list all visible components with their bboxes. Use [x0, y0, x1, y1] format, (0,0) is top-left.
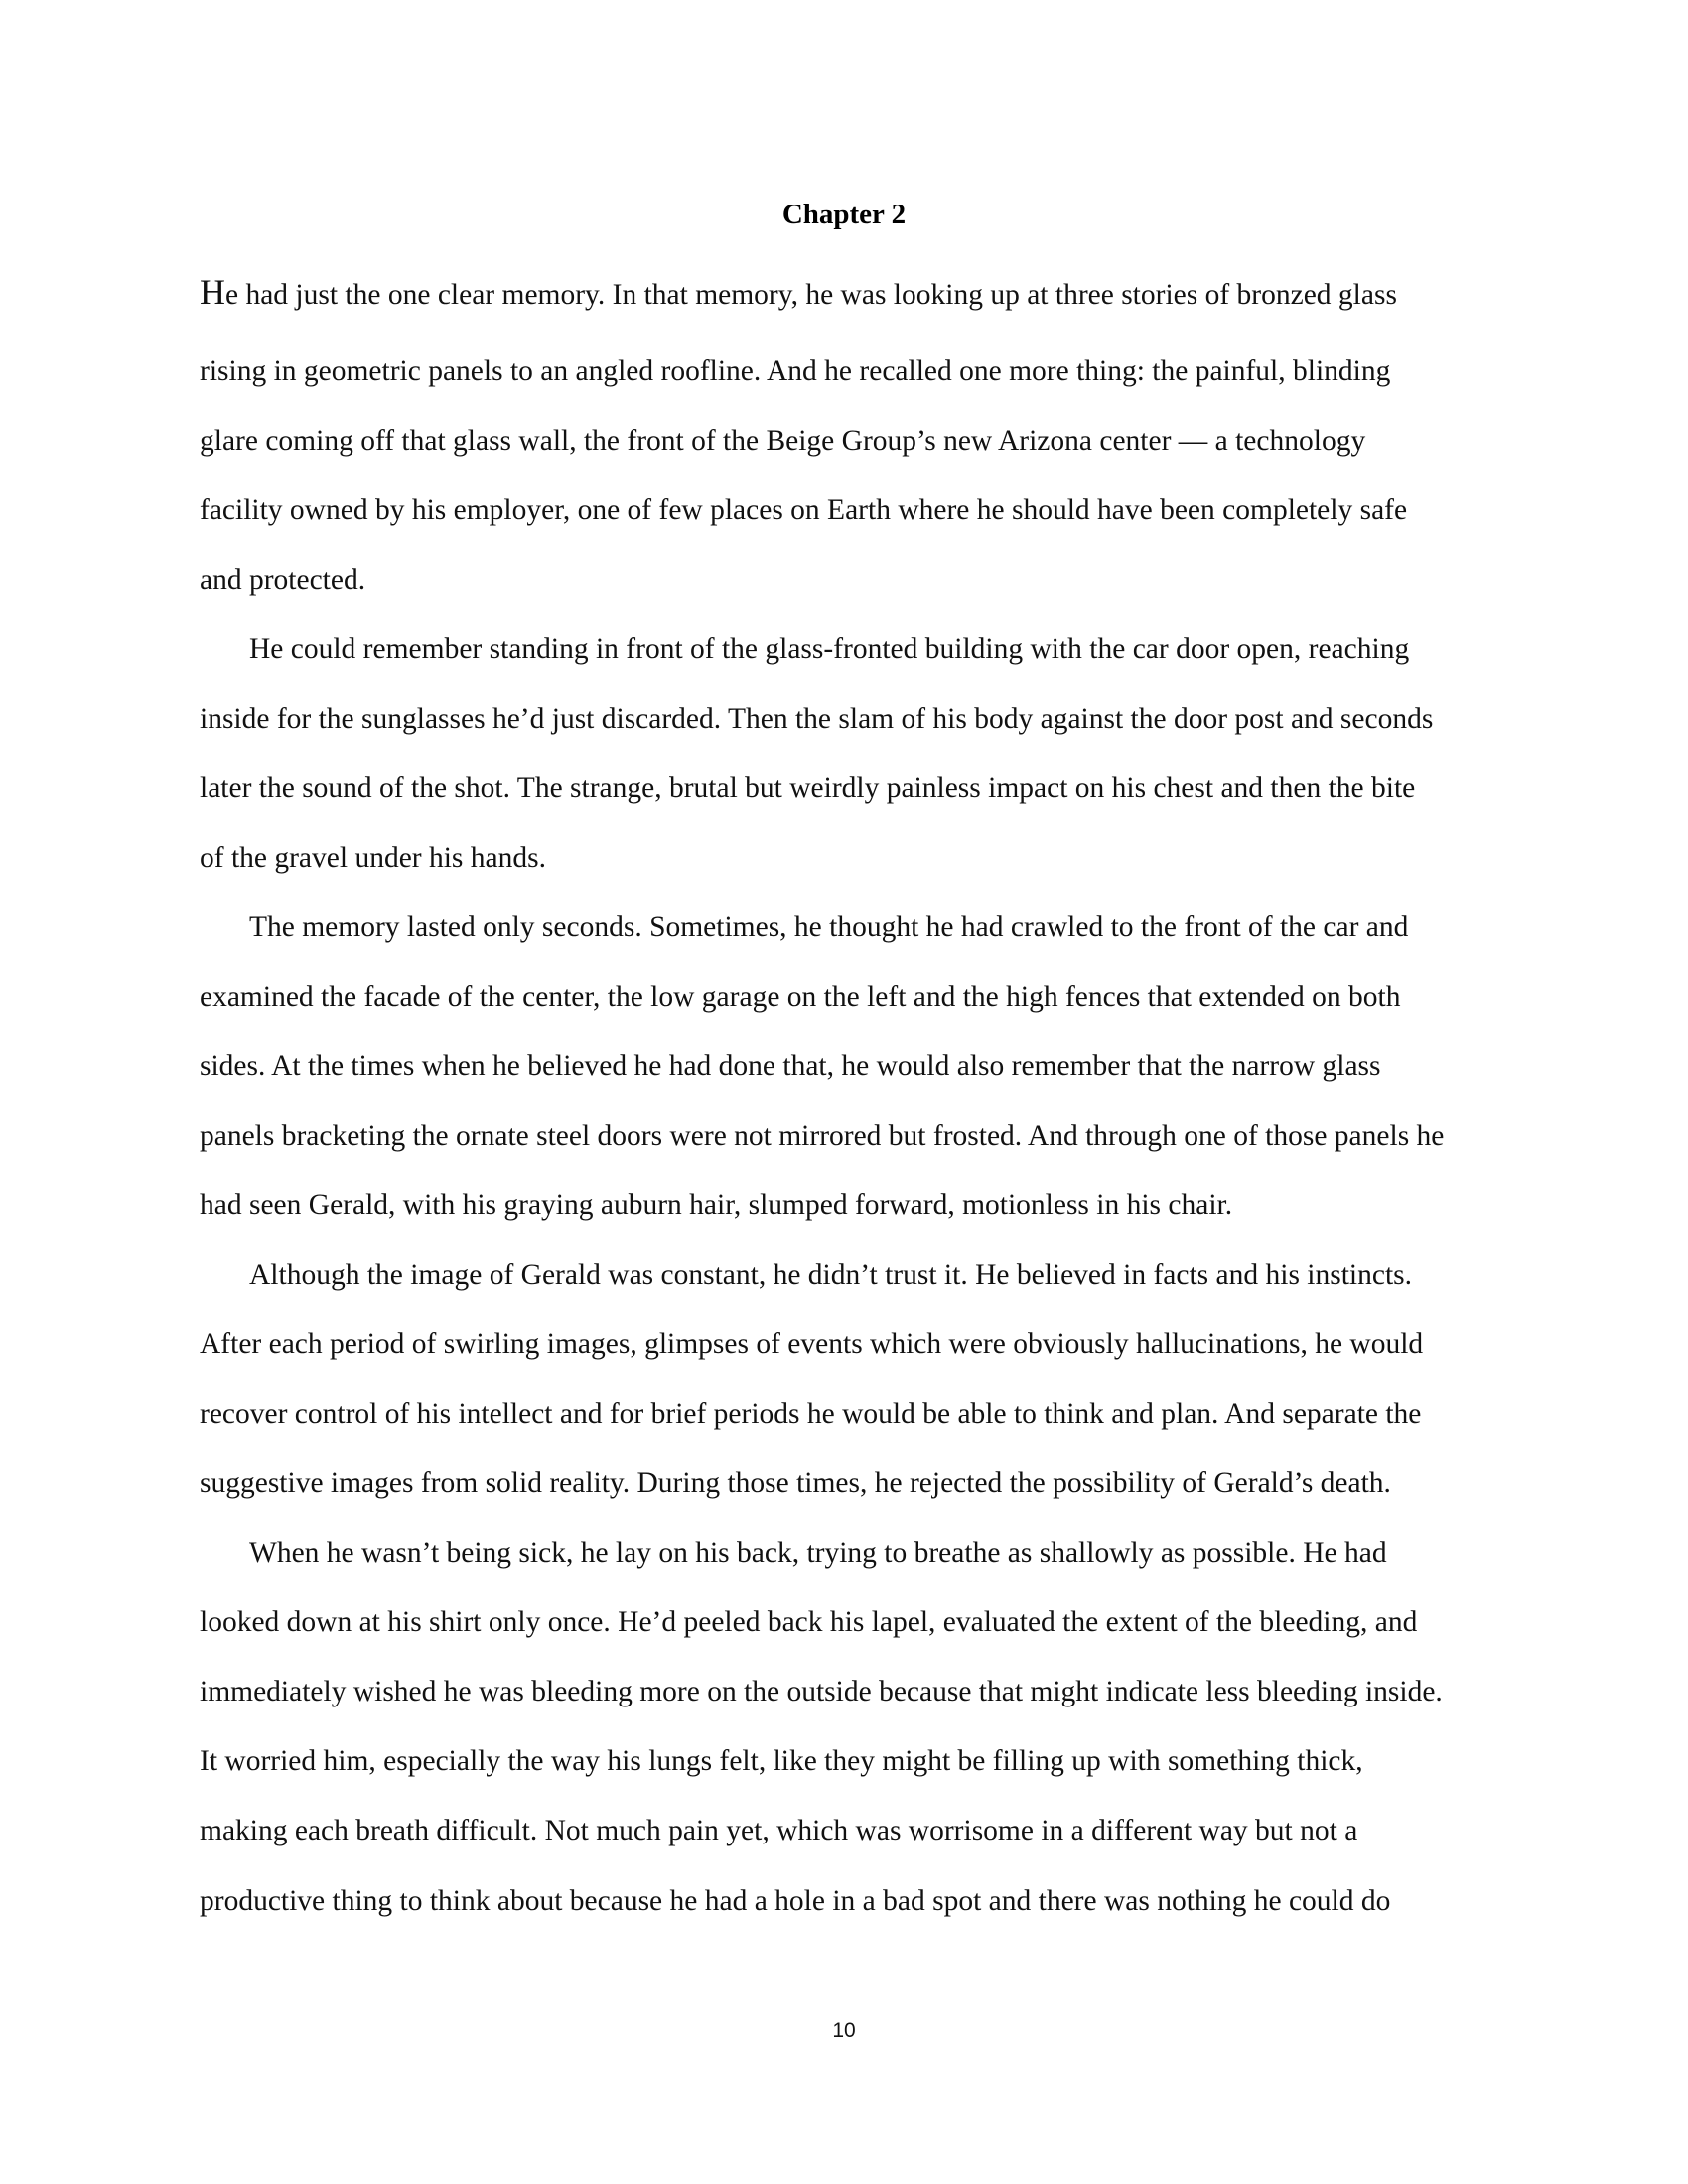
text-line: The memory lasted only seconds. Sometimes, he thought he had crawled to the front of the car and — [249, 911, 1409, 943]
text-line: productive thing to think about because he had a hole in a bad spot and there was nothing he could do — [200, 1885, 1391, 1917]
text-line: later the sound of the shot. The strange, brutal but weirdly painless impact on his chest and then the bite — [200, 772, 1416, 804]
text-line: immediately wished he was bleeding more on the outside because that might indicate less bleeding inside. — [200, 1676, 1443, 1707]
text-line: After each period of swirling images, glimpses of events which were obviously hallucinations, he would — [200, 1328, 1424, 1360]
text-line: examined the facade of the center, the low garage on the left and the high fences that extended on both — [200, 981, 1401, 1013]
drop-letter: H — [200, 272, 225, 312]
page-number: 10 — [832, 2019, 856, 2042]
text-line: He could remember standing in front of the glass-fronted building with the car door open, reaching — [249, 633, 1410, 665]
text-line: inside for the sunglasses he’d just discarded. Then the slam of his body against the door post and seconds — [200, 703, 1434, 735]
text-line: looked down at his shirt only once. He’d peeled back his lapel, evaluated the extent of the bleeding, and — [200, 1606, 1418, 1638]
text-line: recover control of his intellect and for brief periods he would be able to think and plan. And separate the — [200, 1398, 1422, 1430]
text-line: glare coming off that glass wall, the front of the Beige Group’s new Arizona center — a technology — [200, 425, 1366, 457]
text-line: had seen Gerald, with his graying auburn hair, slumped forward, motionless in his chair. — [200, 1189, 1233, 1221]
text-line: panels bracketing the ornate steel doors were not mirrored but frosted. And through one of those panels he — [200, 1120, 1445, 1152]
text-line: of the gravel under his hands. — [200, 842, 546, 874]
text-line: facility owned by his employer, one of few places on Earth where he should have been completely safe — [200, 494, 1408, 526]
text-line: When he wasn’t being sick, he lay on his back, trying to breathe as shallowly as possible. He had — [249, 1537, 1387, 1569]
text-line: rising in geometric panels to an angled roofline. And he recalled one more thing: the painful, blinding — [200, 355, 1391, 387]
text-line: Although the image of Gerald was constant, he didn’t trust it. He believed in facts and his instincts. — [249, 1259, 1413, 1291]
text-line: and protected. — [200, 564, 366, 596]
chapter-title: Chapter 2 — [781, 199, 907, 230]
text-line: suggestive images from solid reality. During those times, he rejected the possibility of Gerald’s death. — [200, 1467, 1391, 1499]
text-line: making each breath difficult. Not much pain yet, which was worrisome in a different way but not a — [200, 1815, 1358, 1846]
text-line: sides. At the times when he believed he had done that, he would also remember that the narrow glass — [200, 1050, 1381, 1082]
text-line — [200, 274, 1397, 313]
text-line: It worried him, especially the way his lungs felt, like they might be filling up with something thick, — [200, 1745, 1363, 1777]
first-line-text: e had just the one clear memory. In that memory, he was looking up at three stories of bronzed glass — [225, 279, 1397, 311]
